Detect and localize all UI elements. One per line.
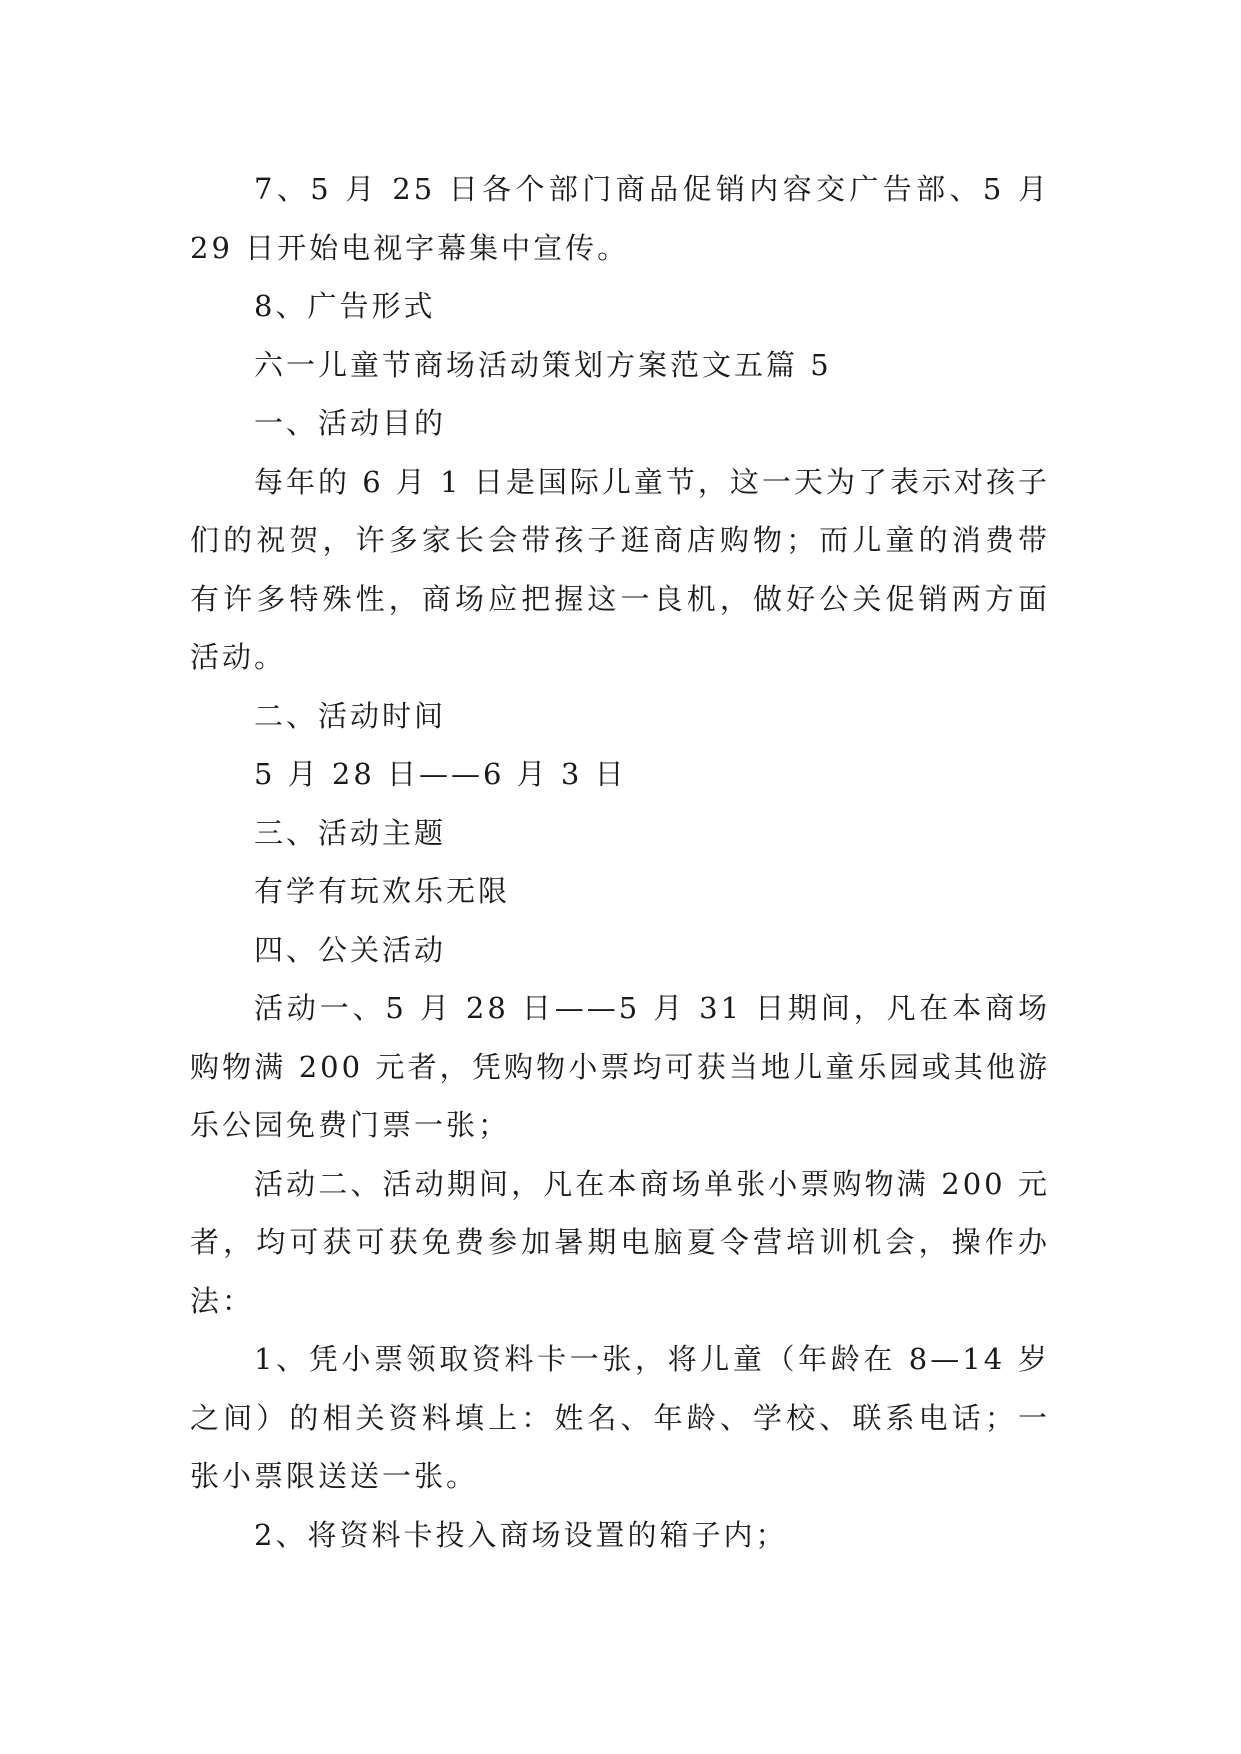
section-title: 六一儿童节商场活动策划方案范文五篇 5 [254, 347, 832, 382]
heading-purpose: 一、活动目的 [254, 406, 447, 440]
heading-pr-activities: 四、公关活动 [254, 932, 447, 967]
paragraph-purpose: 每年的 6 月 1 日是国际儿童节，这一天为了表示对孩子们的祝贺，许多家长会带孩子逛商店购物；而儿童的消费带有许多特殊性，商场应把握这一良机，做好公关促销两方面活动。 [190, 464, 1050, 674]
paragraph-activity-two: 活动二、活动期间，凡在本商场单张小票购物满 200 元者，均可获可获免费参加暑期电脑夏令营培训机会，操作办法： [190, 1166, 1050, 1318]
paragraph-time: 5 月 28 日——6 月 3 日 [254, 757, 627, 791]
document-body [190, 160, 1050, 1564]
paragraph-activity-one: 活动一、5 月 28 日——5 月 31 日期间，凡在本商场购物满 200 元者，凭购物小票均可获当地儿童乐园或其他游乐公园免费门票一张； [190, 991, 1050, 1142]
paragraph-step-2: 2、将资料卡投入商场设置的箱子内； [254, 1517, 788, 1552]
heading-theme: 三、活动主题 [254, 815, 447, 850]
paragraph-item-8: 8、广告形式 [254, 289, 436, 323]
paragraph-theme: 有学有玩欢乐无限 [254, 874, 511, 908]
paragraph-item-7: 7、5 月 25 日各个部门商品促销内容交广告部、5 月 29 日开始电视字幕集中宣传。 [190, 172, 1050, 265]
heading-time: 二、活动时间 [254, 698, 447, 733]
paragraph-step-1: 1、凭小票领取资料卡一张，将儿童（年龄在 8—14 岁之间）的相关资料填上：姓名、年龄、学校、联系电话；一张小票限送送一张。 [190, 1342, 1050, 1493]
